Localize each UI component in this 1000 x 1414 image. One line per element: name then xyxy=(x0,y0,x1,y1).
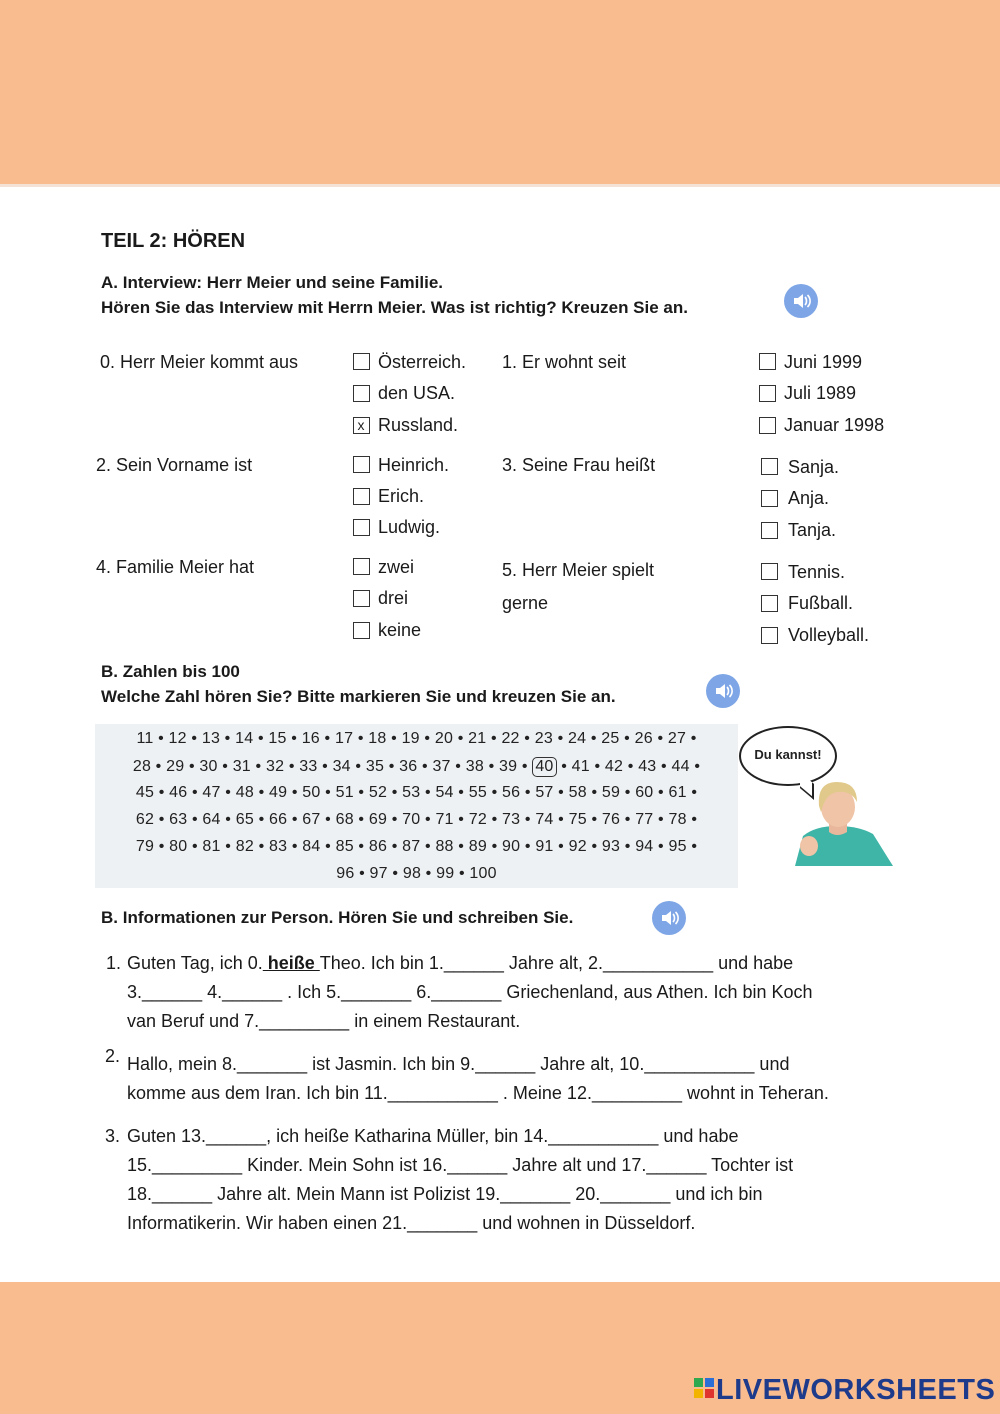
numbers-before: 28 • 29 • 30 • 31 • 32 • 33 • 34 • 35 • 36 • 37 • 38 • 39 • xyxy=(132,758,528,775)
item-number: 1. xyxy=(106,953,122,973)
option-label: Tanja. xyxy=(788,520,837,540)
logo-text: LIVEWORKSHEETS xyxy=(716,1374,996,1406)
number-row[interactable]: 96 • 97 • 98 • 99 • 100 xyxy=(336,865,497,882)
header-band xyxy=(0,0,1000,184)
text-segment: Guten Tag, ich 0. xyxy=(127,953,263,973)
option-label: Juni 1999 xyxy=(784,352,863,372)
option-label: Heinrich. xyxy=(378,455,450,475)
checkbox-usa[interactable] xyxy=(353,385,370,402)
speech-bubble-text: Du kannst! xyxy=(754,747,822,762)
number-row[interactable] xyxy=(95,757,738,777)
option-label: den USA. xyxy=(378,383,456,403)
section-a-instruction: Hören Sie das Interview mit Herrn Meier. Was ist richtig? Kreuzen Sie an. xyxy=(101,298,688,317)
checkbox-erich[interactable] xyxy=(353,488,370,505)
number-grid xyxy=(95,724,738,888)
question-3: 3. Seine Frau heißt xyxy=(502,455,656,475)
option-label: zwei xyxy=(378,557,415,577)
option-label: keine xyxy=(378,620,422,640)
checkbox-juli-1989[interactable] xyxy=(759,385,776,402)
checkbox-drei[interactable] xyxy=(353,590,370,607)
text-line: komme aus dem Iran. Ich bin 11.___________ . Meine 12._________ wohnt in Teheran. xyxy=(127,1083,829,1103)
checkbox-ludwig[interactable] xyxy=(353,519,370,536)
text-line: 18.______ Jahre alt. Mein Mann ist Polizist 19._______ 20._______ und ich bin xyxy=(127,1184,763,1204)
checkbox-zwei[interactable] xyxy=(353,558,370,575)
question-2: 2. Sein Vorname ist xyxy=(96,455,253,475)
text-segment: Theo. Ich bin 1.______ Jahre alt, 2.___________ und habe xyxy=(319,953,794,973)
number-row[interactable]: 79 • 80 • 81 • 82 • 83 • 84 • 85 • 86 • 87 • 88 • 89 • 90 • 91 • 92 • 93 • 94 • 95 • xyxy=(135,838,698,855)
page-title: TEIL 2: HÖREN xyxy=(101,230,246,252)
speaker-icon[interactable] xyxy=(784,284,818,318)
question-5: 5. Herr Meier spielt xyxy=(502,560,655,580)
checkbox-anja[interactable] xyxy=(761,490,778,507)
option-label: Fußball. xyxy=(788,593,854,613)
option-label: Ludwig. xyxy=(378,517,441,537)
option-label: Erich. xyxy=(378,486,425,506)
section-b-instruction: Welche Zahl hören Sie? Bitte markieren Sie und kreuzen Sie an. xyxy=(101,687,616,706)
numbers-after: • 41 • 42 • 43 • 44 • xyxy=(561,758,701,775)
option-label: Sanja. xyxy=(788,457,840,477)
checkbox-heinrich[interactable] xyxy=(353,456,370,473)
item-number: 3. xyxy=(105,1126,121,1146)
checkbox-fussball[interactable] xyxy=(761,595,778,612)
option-label: Volleyball. xyxy=(788,625,870,645)
item-number: 2. xyxy=(105,1046,121,1066)
checkbox-oesterreich[interactable] xyxy=(353,353,370,370)
text-line: 3.______ 4.______ . Ich 5._______ 6._______ Griechenland, aus Athen. Ich bin Koch xyxy=(127,982,813,1002)
section-b-heading: B. Zahlen bis 100 xyxy=(101,662,240,681)
question-4: 4. Familie Meier hat xyxy=(96,557,255,577)
option-label: Juli 1989 xyxy=(784,383,857,403)
speaker-icon[interactable] xyxy=(652,901,686,935)
text-line xyxy=(127,953,793,974)
text-line: Informatikerin. Wir haben einen 21._______ und wohnen in Düsseldorf. xyxy=(127,1213,696,1233)
checkbox-volleyball[interactable] xyxy=(761,627,778,644)
header-divider xyxy=(0,184,1000,187)
section-c-heading: B. Informationen zur Person. Hören Sie und schreiben Sie. xyxy=(101,908,574,927)
question-1: 1. Er wohnt seit xyxy=(502,352,627,372)
number-row[interactable]: 11 • 12 • 13 • 14 • 15 • 16 • 17 • 18 • 19 • 20 • 21 • 22 • 23 • 24 • 25 • 26 • 27 • xyxy=(136,730,697,747)
option-label: drei xyxy=(378,588,409,608)
answer-blank[interactable]: heiße xyxy=(262,953,320,973)
x-mark-icon: x xyxy=(357,417,365,433)
checkbox-tanja[interactable] xyxy=(761,522,778,539)
checkbox-russland[interactable] xyxy=(353,417,370,434)
option-label: Tennis. xyxy=(788,562,846,582)
text-line: 15._________ Kinder. Mein Sohn ist 16.______ Jahre alt und 17.______ Tochter ist xyxy=(127,1155,794,1175)
checkbox-januar-1998[interactable] xyxy=(759,417,776,434)
question-5-cont: gerne xyxy=(502,593,549,613)
checkbox-tennis[interactable] xyxy=(761,563,778,580)
section-a-heading: A. Interview: Herr Meier und seine Familie. xyxy=(101,273,443,292)
text-line: Guten 13.______, ich heiße Katharina Müller, bin 14.___________ und habe xyxy=(127,1126,739,1146)
option-label: Russland. xyxy=(378,415,459,435)
option-label: Anja. xyxy=(788,488,830,508)
checkbox-juni-1999[interactable] xyxy=(759,353,776,370)
text-line: van Beruf und 7._________ in einem Restaurant. xyxy=(127,1011,521,1031)
speaker-icon[interactable] xyxy=(706,674,740,708)
number-row[interactable]: 45 • 46 • 47 • 48 • 49 • 50 • 51 • 52 • 53 • 54 • 55 • 56 • 57 • 58 • 59 • 60 • 61 • xyxy=(135,784,698,801)
woman-portrait-icon xyxy=(795,772,895,866)
text-line: Hallo, mein 8._______ ist Jasmin. Ich bin 9.______ Jahre alt, 10.___________ und xyxy=(127,1054,790,1074)
circled-number[interactable]: 40 xyxy=(532,757,556,777)
checkbox-keine[interactable] xyxy=(353,622,370,639)
number-row[interactable]: 62 • 63 • 64 • 65 • 66 • 67 • 68 • 69 • 70 • 71 • 72 • 73 • 74 • 75 • 76 • 77 • 78 • xyxy=(135,811,698,828)
option-label: Januar 1998 xyxy=(784,415,885,435)
option-label: Österreich. xyxy=(378,352,467,372)
question-0: 0. Herr Meier kommt aus xyxy=(100,352,299,372)
liveworksheets-logo-icon xyxy=(694,1378,714,1400)
checkbox-sanja[interactable] xyxy=(761,458,778,475)
